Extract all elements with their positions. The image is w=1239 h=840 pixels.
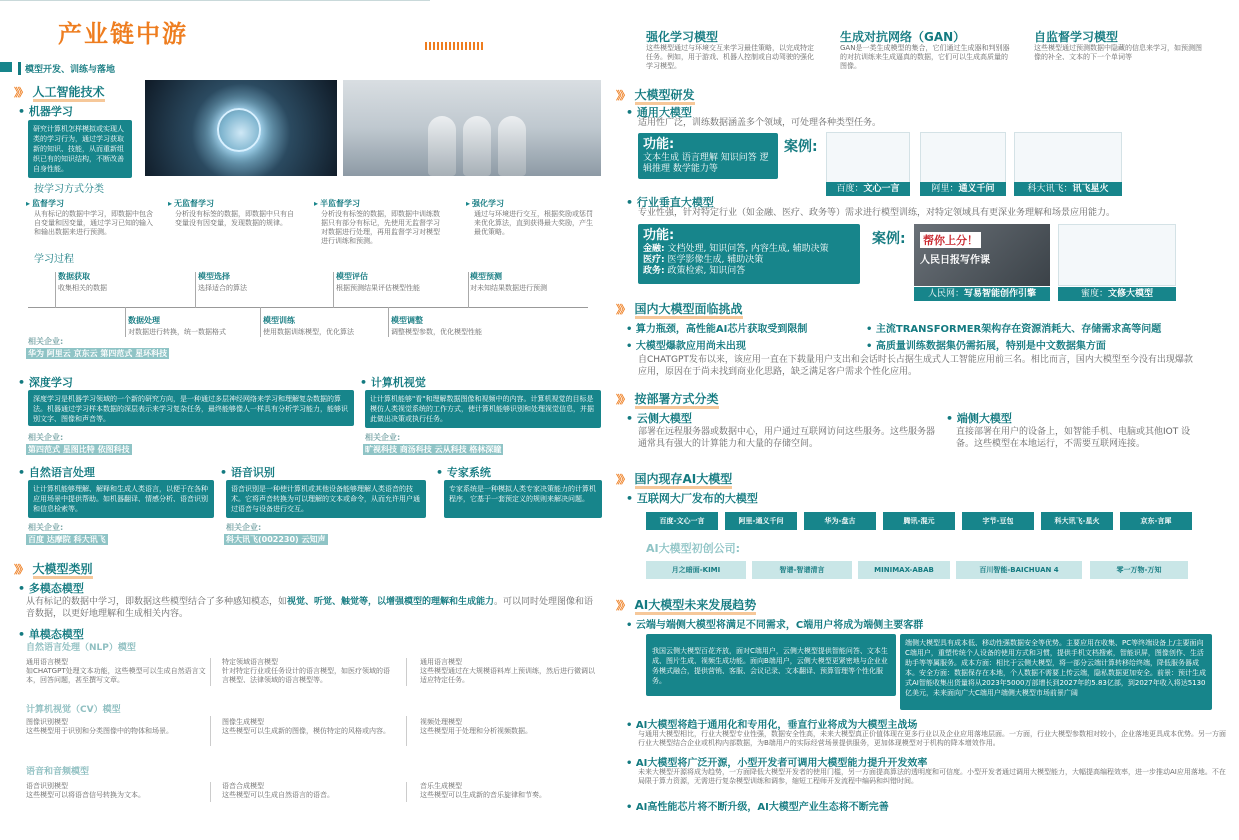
model-item: 语音合成模型 这些模型可以生成自然语言的语音。	[222, 782, 334, 799]
challenge-item: • 大模型爆款应用尚未出现	[626, 337, 746, 352]
group-name: 语音和音频模型	[26, 767, 90, 777]
section-existing: 》》 国内现存AI大模型	[616, 470, 732, 487]
case-label: 百度：文心一言	[826, 182, 910, 196]
by-method-label: 按学习方式分类	[34, 184, 104, 195]
cloud-desc: 部署在远程服务器或数据中心，用户通过互联网访问这些服务。这些服务器通常具有强大的计算能力和大量的存储空间。	[638, 427, 936, 449]
startup-tag: MINIMAX-ABAB	[858, 561, 950, 579]
trend-item: • AI高性能芯片将不断升级，AI大模型产业生态将不断完善	[626, 798, 889, 813]
method-desc: 分析没有标签的数据，即数据中训练数据只有部分有标记，先使用无监督学习对数据进行处理，再用监督学习对模型进行训练和预测。	[321, 210, 440, 245]
related-companies: 旷视科技 商汤科技 云从科技 格林深瞳	[365, 445, 502, 454]
top-model-name: 自监督学习模型	[1034, 30, 1119, 44]
case-banner: 帮你上分！ 人民日报写作课	[914, 224, 1050, 286]
ai-hand-photo	[145, 80, 337, 176]
method-desc: 分析没有标签的数据，即数据中只有自变量没有因变量，发现数据的规律。	[175, 210, 294, 227]
method-name: ▸ 强化学习	[466, 198, 504, 209]
trend-item: • AI大模型将趋于通用化和专用化，垂直行业将成为大模型主战场	[626, 716, 917, 731]
model-item: 图像生成模型 这些模型可以生成新的图像，模仿特定的风格或内容。	[222, 718, 390, 735]
model-item: 通用语言模型 这些模型通过在大规模语料库上预训练，然后进行微调以适应特定任务。	[420, 658, 595, 684]
process-label: 学习过程	[34, 254, 74, 265]
step-name: 数据处理	[128, 316, 160, 325]
page-subtitle: 模型开发、训练与落地	[18, 62, 115, 75]
big-model-tag: 京东-言犀	[1120, 512, 1192, 530]
step-desc: 对未知结果数据进行预测	[470, 284, 547, 292]
internet-title: • 互联网大厂发布的大模型	[626, 492, 758, 505]
model-item: 音乐生成模型 这些模型可以生成新的音乐旋律和节奏。	[420, 782, 546, 799]
section-dev: 》》 大模型研发	[616, 86, 695, 103]
edge-desc: 直接部署在用户的设备上，如智能手机、电脑或其他IOT 设备。这些模型在本地运行，不需要互联网连接。	[956, 427, 1191, 449]
trend-desc: 与通用大模型相比，行业大模型专业性强，数据安全性高，未来大模型真正价值体现在更多行业以及企业应用落地层面。一方面，行业大模型参数相对较小，企业落地更具成本优势。另一方面行业大模型结合企业或机构内部数据，为B端用户的实际经营场景提供服务，更加体现模型对于机构的降本增效作用。	[638, 730, 1226, 747]
timeline-tick	[468, 272, 469, 308]
challenge-item: • 高质量训练数据集仍需拓展，特别是中文数据集方面	[866, 337, 1106, 352]
divider	[406, 658, 407, 686]
cv-desc: 让计算机能够"看"和理解数据图像和视频中的内容。计算机视觉的目标是模仿人类视觉系统的工作方式，使计算机能够识别和处理视觉信息，并据此做出决策或执行任务。	[365, 390, 601, 428]
general-case-label: 案例:	[784, 139, 818, 155]
ml-desc: 研究计算机怎样模拟或实现人类的学习行为，通过学习获取新的知识、技能，从而重新组织已有的知识结构，不断改善自身性能。	[28, 120, 132, 178]
trend-cloud-box: 我国云侧大模型百花齐放，面对C端用户，云侧大模型提供智能问答、文本生成、图片生成、视频生成功能。面向B端用户，云侧大模型更紧密地与企业业务模式融合，提供营销、客服、会议记录、文本翻译、预算管理等个性化服务。	[646, 634, 896, 696]
general-title: • 通用大模型	[626, 106, 692, 119]
method-desc: 从有标记的数据中学习，即数据中包含自变量和因变量，通过学习已知的输入和输出数据来进行预测。	[34, 210, 153, 236]
trend-edge-box: 端侧大模型具有成本低、移动性强数据安全等优势。主要应用在收集、PC等终端设备上/主要面向C端用户，重塑传统个人设备的使用方式和习惯，提供手机文档搜索，智能识屏，图像创作、生活助手等等属服务。成本方面：相比于云侧大模型，将一部分云端计算转移给终端，降低服务器成本。安全方面：数据保存在本地，个人数据不需要上传云端，隐私数据更加安全。前景：预计生成式AI智能收集出货量将从2023年5000万部增长到2027年的5.83亿部，到2027年收入将达5130亿美元，未来面向广大C端用户端侧大模型市场前景广阔	[900, 634, 1212, 710]
divider	[406, 782, 407, 802]
model-item: 语音识别模型 这些模型可以将语音信号转换为文本。	[26, 782, 145, 799]
timeline-tick	[55, 272, 56, 308]
step-desc: 选择适合的算法	[198, 284, 247, 292]
step-name: 模型选择	[198, 272, 230, 281]
big-model-tag: 百度-文心一言	[646, 512, 718, 530]
method-name: ▸ 无监督学习	[168, 198, 214, 209]
method-name: ▸ 半监督学习	[314, 198, 360, 209]
startup-tag: 百川智能-BAICHUAN 4	[956, 561, 1082, 579]
step-name: 模型调整	[391, 316, 423, 325]
group-name: 自然语言处理（NLP）模型	[26, 643, 136, 653]
startup-tag: 智谱-智谱清言	[752, 561, 852, 579]
step-desc: 对数据进行转换，统一数据格式	[128, 328, 226, 336]
startup-tag: 月之暗面-KIMI	[646, 561, 746, 579]
section-deploy: 》》 按部署方式分类	[616, 390, 719, 407]
nlp-title: • 自然语言处理	[18, 466, 95, 479]
section-category: 》》 大模型类别	[14, 560, 93, 577]
challenge-item: • 算力瓶颈，高性能AI芯片获取受到限制	[626, 320, 807, 335]
big-model-tag: 字节-豆包	[962, 512, 1034, 530]
timeline-tick	[125, 307, 126, 337]
multi-title: • 多模态模型	[18, 582, 84, 595]
asr-title: • 语音识别	[220, 466, 275, 479]
step-desc: 根据预测结果评估模型性能	[336, 284, 420, 292]
cv-title: • 计算机视觉	[360, 376, 426, 389]
trend-item: • 云端与端侧大模型将满足不同需求，C端用户将成为端侧主要客群	[626, 616, 923, 631]
section-trend: 》》 AI大模型未来发展趋势	[616, 596, 756, 613]
top-model-name: 生成对抗网络（GAN）	[840, 30, 966, 44]
big-model-tag: 阿里-通义千问	[725, 512, 797, 530]
step-desc: 收集相关的数据	[58, 284, 107, 292]
robots-city-photo	[343, 80, 601, 176]
method-name: ▸ 监督学习	[26, 198, 64, 209]
model-item: 通用语言模型 如CHATGPT处理文本功能，这些模型可以生成自然语言文本，回答问题，甚至撰写文章。	[26, 658, 206, 684]
challenge-desc: 自CHATGPT发布以来，该应用一直在下载量用户支出和会话时长占据生成式人工智能应用前三名。相比而言，国内大模型至今没有出现爆款应用，原因在于尚未找到商业化思路，缺乏满足客户需求个性化应用。	[638, 355, 1193, 377]
nlp-desc: 让计算机能够理解、解释和生成人类语言，以便于在各种应用场景中提供帮助。如机器翻译、情感分析、语音识别和信息检索等。	[28, 480, 214, 518]
divider	[210, 658, 211, 686]
case-label: 人民网：写易智能创作引擎	[914, 287, 1050, 301]
step-desc: 调整模型参数，优化模型性能	[391, 328, 482, 336]
step-name: 模型训练	[263, 316, 295, 325]
top-model-desc: GAN是一类生成模型的集合，它们通过生成器和判别器的对抗训练来生成逼真的数据，它们可以生成高质量的图像。	[840, 44, 1010, 70]
section-ai-tech: 》》 人工智能技术	[14, 83, 105, 100]
subtitle-marker	[0, 62, 12, 72]
related-label: 相关企业:	[28, 523, 64, 532]
startup-tag: 零一万物-万知	[1090, 561, 1188, 579]
timeline-tick	[195, 272, 196, 308]
edge-title: • 端侧大模型	[946, 412, 1012, 425]
asr-desc: 语音识别是一种使计算机或其他设备能够理解人类语音的技术。它将声音转换为可以理解的文本或命令，从而允许用户通过语音与设备进行交互。	[226, 480, 426, 518]
vertical-func: 功能: 金融: 文档处理, 知识问答, 内容生成, 辅助决策 医疗: 医学影像生成, 辅助决策 政务: 政策检索, 知识问答	[638, 224, 860, 284]
section-challenge: 》》 国内大模型面临挑战	[616, 300, 743, 317]
startup-title: AI大模型初创公司:	[646, 542, 741, 555]
general-desc: 适用性广泛，训练数据涵盖多个领域，可处理各种类型任务。	[638, 118, 882, 128]
general-func: 功能: 文本生成 语言理解 知识问答 逻辑推理 数学能力等	[638, 133, 778, 179]
header-stripes	[425, 42, 483, 50]
big-model-tag: 腾讯-混元	[883, 512, 955, 530]
divider	[210, 782, 211, 802]
page-title: 产业链中游	[58, 20, 188, 48]
vertical-case-label: 案例:	[872, 231, 906, 247]
related-label: 相关企业:	[28, 433, 64, 442]
timeline-tick	[260, 307, 261, 337]
model-item: 视频处理模型 这些模型用于处理和分析视频数据。	[420, 718, 532, 735]
expert-desc: 专家系统是一种模拟人类专家决策能力的计算机程序，它基于一套预定义的规则来解决问题。	[444, 480, 602, 518]
step-name: 模型评估	[336, 272, 368, 281]
timeline-tick	[333, 272, 334, 308]
divider	[406, 716, 407, 746]
step-desc: 使用数据训练模型，优化算法	[263, 328, 354, 336]
group-name: 计算机视觉（CV）模型	[26, 705, 121, 715]
trend-desc: 未来大模型开源将成为趋势，一方面降低大模型开发者的使用门槛，另一方面提高算法的透明度和可信度。小型开发者通过调用大模型能力，大幅提高编程效率，进一步推动AI应用落地。不在局限于算力资源，无需进行复杂模型训练和调参，缩短工程师开发流程中编码和纠错时间。	[638, 768, 1226, 785]
step-name: 模型预测	[470, 272, 502, 281]
related-label: 相关企业:	[28, 337, 64, 346]
vertical-title: • 行业垂直大模型	[626, 196, 714, 209]
case-screenshot	[1058, 224, 1176, 286]
expert-title: • 专家系统	[436, 466, 491, 479]
related-label: 相关企业:	[365, 433, 401, 442]
top-model-name: 强化学习模型	[646, 30, 719, 44]
big-model-tag: 华为-盘古	[804, 512, 876, 530]
method-desc: 通过与环境进行交互，根据奖励或惩罚来优化算法，直到获得最大奖励，产生最优策略。	[474, 210, 593, 236]
case-label: 蜜度：文修大模型	[1058, 287, 1176, 301]
model-item: 图像识别模型 这些模型用于识别和分类图像中的物体和场景。	[26, 718, 173, 735]
related-companies: 华为 阿里云 京东云 第四范式 星环科技	[28, 349, 168, 358]
single-title: • 单模态模型	[18, 628, 84, 641]
trend-item: • AI大模型将广泛开源，小型开发者可调用大模型能力提升开发效率	[626, 754, 927, 769]
timeline-tick	[388, 307, 389, 337]
big-model-tag: 科大讯飞-星火	[1041, 512, 1113, 530]
dl-title: • 深度学习	[18, 376, 73, 389]
ml-title: • 机器学习	[18, 105, 73, 118]
vertical-desc: 专业性强，针对特定行业（如金融、医疗、政务等）需求进行模型训练，对特定领域具有更深业务理解和场景应用能力。	[638, 208, 1116, 218]
case-label: 阿里：通义千问	[920, 182, 1006, 196]
top-model-desc: 这些模型通过与环境交互来学习最佳策略，以完成特定任务。例如，用于游戏、机器人控制或自动驾驶的强化学习模型。	[646, 44, 814, 70]
multi-desc: 从有标记的数据中学习，即数据这些模型结合了多种感知模态，如视觉、听觉、触觉等，以增强模型的理解和生成能力。可以同时处理图像和语音数据，以更好地理解和生成相关内容。	[26, 597, 594, 619]
step-name: 数据获取	[58, 272, 90, 281]
dl-desc: 深度学习是机器学习领域的一个新的研究方向，是一种通过多层神经网络来学习和理解复杂数据的算法。机器通过学习样本数据的深层表示来学习复杂任务，最终能够像人一样具有分析学习能力，能够识别文字、图像和声音等。	[28, 390, 354, 426]
top-model-desc: 这些模型通过预测数据中隐藏的信息来学习，如预测图像的补全、文本的下一个单词等	[1034, 44, 1202, 61]
related-companies: 百度 达摩院 科大讯飞	[28, 535, 106, 544]
related-companies: 第四范式 星图比特 依图科技	[28, 445, 130, 454]
divider	[210, 716, 211, 746]
process-timeline	[28, 307, 588, 308]
cloud-title: • 云侧大模型	[626, 412, 692, 425]
challenge-item: • 主流TRANSFORMER架构存在资源消耗大、存储需求高等问题	[866, 320, 1161, 335]
related-companies: 科大讯飞(002230) 云知声	[226, 535, 326, 544]
model-item: 特定领域语言模型 针对特定行业或任务设计的语言模型，如医疗领域的语言模型、法律领域的语言模型等。	[222, 658, 390, 684]
related-label: 相关企业:	[226, 523, 262, 532]
case-label: 科大讯飞：讯飞星火	[1014, 182, 1122, 196]
